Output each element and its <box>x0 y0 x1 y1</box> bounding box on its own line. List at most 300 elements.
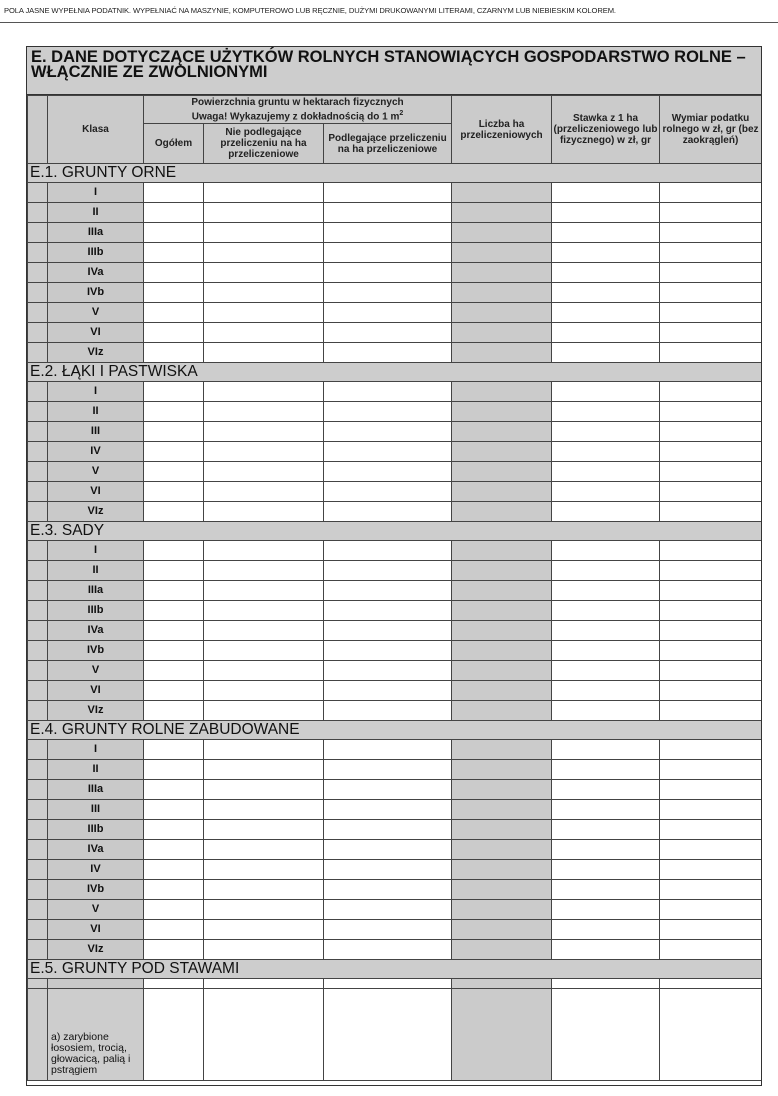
table-row <box>28 323 762 343</box>
row-strip <box>28 880 48 900</box>
row-strip <box>28 243 48 263</box>
podlegajace-field[interactable] <box>324 442 452 462</box>
stawka-field[interactable] <box>552 402 660 422</box>
wymiar-field[interactable] <box>660 243 762 263</box>
class-label: IIIb <box>48 601 144 621</box>
table-header <box>28 96 762 164</box>
podlegajace-field[interactable] <box>324 482 452 502</box>
nie-podlegajace-field[interactable] <box>204 223 324 243</box>
class-label: IIIa <box>48 780 144 800</box>
pond-liczba-ha-field <box>452 989 552 1081</box>
stawka-field[interactable] <box>552 462 660 482</box>
stawka-field[interactable] <box>552 283 660 303</box>
row-strip <box>28 641 48 661</box>
nie-podlegajace-field[interactable] <box>204 561 324 581</box>
ogolem-field[interactable] <box>144 880 204 900</box>
nie-podlegajace-field[interactable] <box>204 402 324 422</box>
wymiar-field[interactable] <box>660 263 762 283</box>
wymiar-field[interactable] <box>660 800 762 820</box>
liczba-ha-field <box>452 402 552 422</box>
header-surface <box>144 96 452 124</box>
ogolem-field[interactable] <box>144 561 204 581</box>
nie-podlegajace-field[interactable] <box>204 283 324 303</box>
stawka-field[interactable] <box>552 223 660 243</box>
podlegajace-field[interactable] <box>324 641 452 661</box>
wymiar-field[interactable] <box>660 840 762 860</box>
nie-podlegajace-field[interactable] <box>204 940 324 960</box>
row-strip <box>28 979 48 989</box>
stawka-field[interactable] <box>552 880 660 900</box>
nie-podlegajace-field[interactable] <box>204 621 324 641</box>
ogolem-field[interactable] <box>144 681 204 701</box>
table-row <box>28 243 762 263</box>
ogolem-field[interactable] <box>144 641 204 661</box>
ogolem-field[interactable] <box>144 820 204 840</box>
table-row <box>28 561 762 581</box>
class-label: I <box>48 740 144 760</box>
nie-podlegajace-field[interactable] <box>204 303 324 323</box>
stawka-field[interactable] <box>552 183 660 203</box>
nie-podlegajace-field[interactable] <box>204 263 324 283</box>
liczba-ha-field <box>452 462 552 482</box>
nie-podlegajace-field[interactable] <box>204 243 324 263</box>
ogolem-field[interactable] <box>144 840 204 860</box>
class-label: IIIb <box>48 820 144 840</box>
liczba-ha-field <box>452 183 552 203</box>
ogolem-field[interactable] <box>144 740 204 760</box>
pond-spacer-cell <box>552 979 660 989</box>
class-label: VIz <box>48 701 144 721</box>
section-header-row <box>28 960 762 979</box>
row-strip <box>28 820 48 840</box>
section-header-row <box>28 164 762 183</box>
stawka-field[interactable] <box>552 661 660 681</box>
stawka-field[interactable] <box>552 940 660 960</box>
table-row <box>28 442 762 462</box>
liczba-ha-field <box>452 223 552 243</box>
row-strip <box>28 760 48 780</box>
podlegajace-field[interactable] <box>324 561 452 581</box>
podlegajace-field[interactable] <box>324 820 452 840</box>
podlegajace-field[interactable] <box>324 581 452 601</box>
stawka-field[interactable] <box>552 920 660 940</box>
ogolem-field[interactable] <box>144 860 204 880</box>
table-row <box>28 740 762 760</box>
pond-row <box>28 989 762 1081</box>
row-strip <box>28 462 48 482</box>
liczba-ha-field <box>452 780 552 800</box>
ogolem-field[interactable] <box>144 263 204 283</box>
wymiar-field[interactable] <box>660 303 762 323</box>
podlegajace-field[interactable] <box>324 303 452 323</box>
podlegajace-field[interactable] <box>324 940 452 960</box>
stawka-field[interactable] <box>552 621 660 641</box>
row-strip <box>28 780 48 800</box>
wymiar-field[interactable] <box>660 641 762 661</box>
table-row <box>28 780 762 800</box>
wymiar-field[interactable] <box>660 561 762 581</box>
stawka-field[interactable] <box>552 303 660 323</box>
liczba-ha-field <box>452 920 552 940</box>
nie-podlegajace-field[interactable] <box>204 422 324 442</box>
row-strip <box>28 283 48 303</box>
stawka-field[interactable] <box>552 601 660 621</box>
liczba-ha-field <box>452 581 552 601</box>
ogolem-field[interactable] <box>144 223 204 243</box>
table-row <box>28 382 762 402</box>
nie-podlegajace-field[interactable] <box>204 581 324 601</box>
table-row <box>28 422 762 442</box>
liczba-ha-field <box>452 740 552 760</box>
stawka-field[interactable] <box>552 840 660 860</box>
stawka-field[interactable] <box>552 243 660 263</box>
pond-wymiar-field[interactable] <box>660 989 762 1081</box>
ogolem-field[interactable] <box>144 183 204 203</box>
pond-stawka-field[interactable] <box>552 989 660 1081</box>
wymiar-field[interactable] <box>660 760 762 780</box>
nie-podlegajace-field[interactable] <box>204 701 324 721</box>
stawka-field[interactable] <box>552 760 660 780</box>
podlegajace-field[interactable] <box>324 920 452 940</box>
nie-podlegajace-field[interactable] <box>204 323 324 343</box>
stawka-field[interactable] <box>552 900 660 920</box>
row-strip <box>28 382 48 402</box>
wymiar-field[interactable] <box>660 422 762 442</box>
nie-podlegajace-field[interactable] <box>204 760 324 780</box>
podlegajace-field[interactable] <box>324 382 452 402</box>
wymiar-field[interactable] <box>660 920 762 940</box>
wymiar-field[interactable] <box>660 382 762 402</box>
liczba-ha-field <box>452 561 552 581</box>
ogolem-field[interactable] <box>144 900 204 920</box>
table-row <box>28 860 762 880</box>
podlegajace-field[interactable] <box>324 243 452 263</box>
liczba-ha-field <box>452 820 552 840</box>
land-table-grid <box>27 95 762 1081</box>
wymiar-field[interactable] <box>660 820 762 840</box>
pond-spacer-cell <box>144 979 204 989</box>
podlegajace-field[interactable] <box>324 223 452 243</box>
ogolem-field[interactable] <box>144 422 204 442</box>
ogolem-field[interactable] <box>144 701 204 721</box>
row-strip <box>28 223 48 243</box>
liczba-ha-field <box>452 940 552 960</box>
ogolem-field[interactable] <box>144 343 204 363</box>
nie-podlegajace-field[interactable] <box>204 840 324 860</box>
wymiar-field[interactable] <box>660 343 762 363</box>
nie-podlegajace-field[interactable] <box>204 880 324 900</box>
wymiar-field[interactable] <box>660 283 762 303</box>
nie-podlegajace-field[interactable] <box>204 800 324 820</box>
podlegajace-field[interactable] <box>324 502 452 522</box>
podlegajace-field[interactable] <box>324 203 452 223</box>
podlegajace-field[interactable] <box>324 402 452 422</box>
pond-podlegajace-field[interactable] <box>324 989 452 1081</box>
liczba-ha-field <box>452 880 552 900</box>
ogolem-field[interactable] <box>144 541 204 561</box>
liczba-ha-field <box>452 283 552 303</box>
row-strip <box>28 482 48 502</box>
stawka-field[interactable] <box>552 860 660 880</box>
nie-podlegajace-field[interactable] <box>204 382 324 402</box>
class-label: II <box>48 760 144 780</box>
ogolem-field[interactable] <box>144 601 204 621</box>
wymiar-field[interactable] <box>660 462 762 482</box>
nie-podlegajace-field[interactable] <box>204 740 324 760</box>
wymiar-field[interactable] <box>660 900 762 920</box>
table-row <box>28 621 762 641</box>
stawka-field[interactable] <box>552 581 660 601</box>
wymiar-field[interactable] <box>660 661 762 681</box>
pond-ogolem-field[interactable] <box>144 989 204 1081</box>
podlegajace-field[interactable] <box>324 323 452 343</box>
stawka-field[interactable] <box>552 422 660 442</box>
pond-spacer-cell <box>324 979 452 989</box>
liczba-ha-field <box>452 343 552 363</box>
nie-podlegajace-field[interactable] <box>204 183 324 203</box>
wymiar-field[interactable] <box>660 323 762 343</box>
stawka-field[interactable] <box>552 561 660 581</box>
stawka-field[interactable] <box>552 482 660 502</box>
table-row <box>28 641 762 661</box>
wymiar-field[interactable] <box>660 621 762 641</box>
class-label-empty <box>48 979 144 989</box>
stawka-field[interactable] <box>552 382 660 402</box>
class-label: VIz <box>48 343 144 363</box>
stawka-field[interactable] <box>552 203 660 223</box>
row-strip <box>28 502 48 522</box>
stawka-field[interactable] <box>552 263 660 283</box>
liczba-ha-field <box>452 263 552 283</box>
wymiar-field[interactable] <box>660 183 762 203</box>
class-label: II <box>48 203 144 223</box>
table-row <box>28 343 762 363</box>
nie-podlegajace-field[interactable] <box>204 502 324 522</box>
stawka-field[interactable] <box>552 641 660 661</box>
nie-podlegajace-field[interactable] <box>204 442 324 462</box>
class-label: II <box>48 402 144 422</box>
podlegajace-field[interactable] <box>324 601 452 621</box>
ogolem-field[interactable] <box>144 581 204 601</box>
liczba-ha-field <box>452 900 552 920</box>
podlegajace-field[interactable] <box>324 541 452 561</box>
ogolem-field[interactable] <box>144 940 204 960</box>
table-row <box>28 681 762 701</box>
wymiar-field[interactable] <box>660 740 762 760</box>
wymiar-field[interactable] <box>660 442 762 462</box>
podlegajace-field[interactable] <box>324 760 452 780</box>
ogolem-field[interactable] <box>144 203 204 223</box>
row-strip <box>28 621 48 641</box>
podlegajace-field[interactable] <box>324 283 452 303</box>
podlegajace-field[interactable] <box>324 661 452 681</box>
stawka-field[interactable] <box>552 820 660 840</box>
ogolem-field[interactable] <box>144 502 204 522</box>
stawka-field[interactable] <box>552 343 660 363</box>
stawka-field[interactable] <box>552 323 660 343</box>
row-strip <box>28 681 48 701</box>
section-heading: E.3. SADY <box>28 522 762 541</box>
row-strip <box>28 402 48 422</box>
wymiar-field[interactable] <box>660 780 762 800</box>
wymiar-field[interactable] <box>660 581 762 601</box>
section-heading: E.4. GRUNTY ROLNE ZABUDOWANE <box>28 721 762 740</box>
podlegajace-field[interactable] <box>324 183 452 203</box>
ogolem-field[interactable] <box>144 462 204 482</box>
liczba-ha-field <box>452 482 552 502</box>
wymiar-field[interactable] <box>660 701 762 721</box>
table-row <box>28 820 762 840</box>
stawka-field[interactable] <box>552 681 660 701</box>
ogolem-field[interactable] <box>144 661 204 681</box>
podlegajace-field[interactable] <box>324 422 452 442</box>
wymiar-field[interactable] <box>660 223 762 243</box>
ogolem-field[interactable] <box>144 621 204 641</box>
ogolem-field[interactable] <box>144 303 204 323</box>
table-row <box>28 920 762 940</box>
liczba-ha-field <box>452 641 552 661</box>
class-label: IVb <box>48 880 144 900</box>
wymiar-field[interactable] <box>660 482 762 502</box>
table-row <box>28 661 762 681</box>
podlegajace-field[interactable] <box>324 880 452 900</box>
row-strip <box>28 900 48 920</box>
stawka-field[interactable] <box>552 740 660 760</box>
podlegajace-field[interactable] <box>324 263 452 283</box>
nie-podlegajace-field[interactable] <box>204 900 324 920</box>
ogolem-field[interactable] <box>144 780 204 800</box>
table-body <box>28 164 762 1081</box>
nie-podlegajace-field[interactable] <box>204 462 324 482</box>
header-surface-sup: 2 <box>399 109 404 117</box>
header-ogolem: Ogółem <box>144 124 204 164</box>
class-label: VI <box>48 681 144 701</box>
header-wymiar: Wymiar podatku rolnego w zł, gr (bez zaokrągleń) <box>660 96 762 164</box>
nie-podlegajace-field[interactable] <box>204 780 324 800</box>
podlegajace-field[interactable] <box>324 800 452 820</box>
ogolem-field[interactable] <box>144 402 204 422</box>
ogolem-field[interactable] <box>144 442 204 462</box>
ogolem-field[interactable] <box>144 482 204 502</box>
wymiar-field[interactable] <box>660 601 762 621</box>
liczba-ha-field <box>452 303 552 323</box>
stawka-field[interactable] <box>552 502 660 522</box>
nie-podlegajace-field[interactable] <box>204 343 324 363</box>
class-label: VIz <box>48 502 144 522</box>
wymiar-field[interactable] <box>660 860 762 880</box>
ogolem-field[interactable] <box>144 323 204 343</box>
nie-podlegajace-field[interactable] <box>204 820 324 840</box>
class-label: IV <box>48 442 144 462</box>
stawka-field[interactable] <box>552 541 660 561</box>
podlegajace-field[interactable] <box>324 860 452 880</box>
top-divider <box>0 22 778 23</box>
ogolem-field[interactable] <box>144 243 204 263</box>
row-strip <box>28 860 48 880</box>
ogolem-field[interactable] <box>144 382 204 402</box>
row-strip <box>28 989 48 1081</box>
wymiar-field[interactable] <box>660 681 762 701</box>
podlegajace-field[interactable] <box>324 780 452 800</box>
pond-spacer-cell <box>660 979 762 989</box>
wymiar-field[interactable] <box>660 940 762 960</box>
nie-podlegajace-field[interactable] <box>204 541 324 561</box>
podlegajace-field[interactable] <box>324 681 452 701</box>
nie-podlegajace-field[interactable] <box>204 860 324 880</box>
section-header-row <box>28 363 762 382</box>
wymiar-field[interactable] <box>660 203 762 223</box>
class-label: III <box>48 800 144 820</box>
liczba-ha-field <box>452 422 552 442</box>
podlegajace-field[interactable] <box>324 740 452 760</box>
podlegajace-field[interactable] <box>324 462 452 482</box>
form-section-e <box>26 46 762 1086</box>
ogolem-field[interactable] <box>144 283 204 303</box>
header-surface-line2: Uwaga! Wykazujemy z dokładnością do 1 m <box>191 111 400 123</box>
table-row <box>28 541 762 561</box>
liczba-ha-field <box>452 382 552 402</box>
nie-podlegajace-field[interactable] <box>204 920 324 940</box>
row-strip <box>28 840 48 860</box>
ogolem-field[interactable] <box>144 920 204 940</box>
class-label: V <box>48 661 144 681</box>
stawka-field[interactable] <box>552 442 660 462</box>
podlegajace-field[interactable] <box>324 701 452 721</box>
stawka-field[interactable] <box>552 780 660 800</box>
nie-podlegajace-field[interactable] <box>204 681 324 701</box>
header-stawka: Stawka z 1 ha (przeliczeniowego lub fizycznego) w zł, gr <box>552 96 660 164</box>
nie-podlegajace-field[interactable] <box>204 641 324 661</box>
table-row <box>28 601 762 621</box>
row-strip <box>28 740 48 760</box>
section-title: E. DANE DOTYCZĄCE UŻYTKÓW ROLNYCH STANOWIĄCYCH GOSPODARSTWO ROLNE – WŁĄCZNIE ZE ZWOLNIONYMI <box>27 47 761 95</box>
wymiar-field[interactable] <box>660 541 762 561</box>
row-strip <box>28 323 48 343</box>
wymiar-field[interactable] <box>660 880 762 900</box>
nie-podlegajace-field[interactable] <box>204 601 324 621</box>
nie-podlegajace-field[interactable] <box>204 203 324 223</box>
podlegajace-field[interactable] <box>324 621 452 641</box>
nie-podlegajace-field[interactable] <box>204 661 324 681</box>
row-strip <box>28 541 48 561</box>
podlegajace-field[interactable] <box>324 900 452 920</box>
stawka-field[interactable] <box>552 701 660 721</box>
stawka-field[interactable] <box>552 800 660 820</box>
row-strip <box>28 800 48 820</box>
pond-nie-podlegajace-field[interactable] <box>204 989 324 1081</box>
nie-podlegajace-field[interactable] <box>204 482 324 502</box>
ogolem-field[interactable] <box>144 760 204 780</box>
liczba-ha-field <box>452 621 552 641</box>
podlegajace-field[interactable] <box>324 343 452 363</box>
liczba-ha-field <box>452 661 552 681</box>
row-strip <box>28 442 48 462</box>
wymiar-field[interactable] <box>660 402 762 422</box>
liczba-ha-field <box>452 760 552 780</box>
class-label: I <box>48 382 144 402</box>
header-podlegajace: Podlegające przeliczeniu na ha przeliczeniowe <box>324 124 452 164</box>
ogolem-field[interactable] <box>144 800 204 820</box>
class-label: II <box>48 561 144 581</box>
class-label: IVa <box>48 621 144 641</box>
table-row <box>28 760 762 780</box>
table-row <box>28 940 762 960</box>
podlegajace-field[interactable] <box>324 840 452 860</box>
wymiar-field[interactable] <box>660 502 762 522</box>
table-row <box>28 303 762 323</box>
liczba-ha-field <box>452 243 552 263</box>
liczba-ha-field <box>452 203 552 223</box>
